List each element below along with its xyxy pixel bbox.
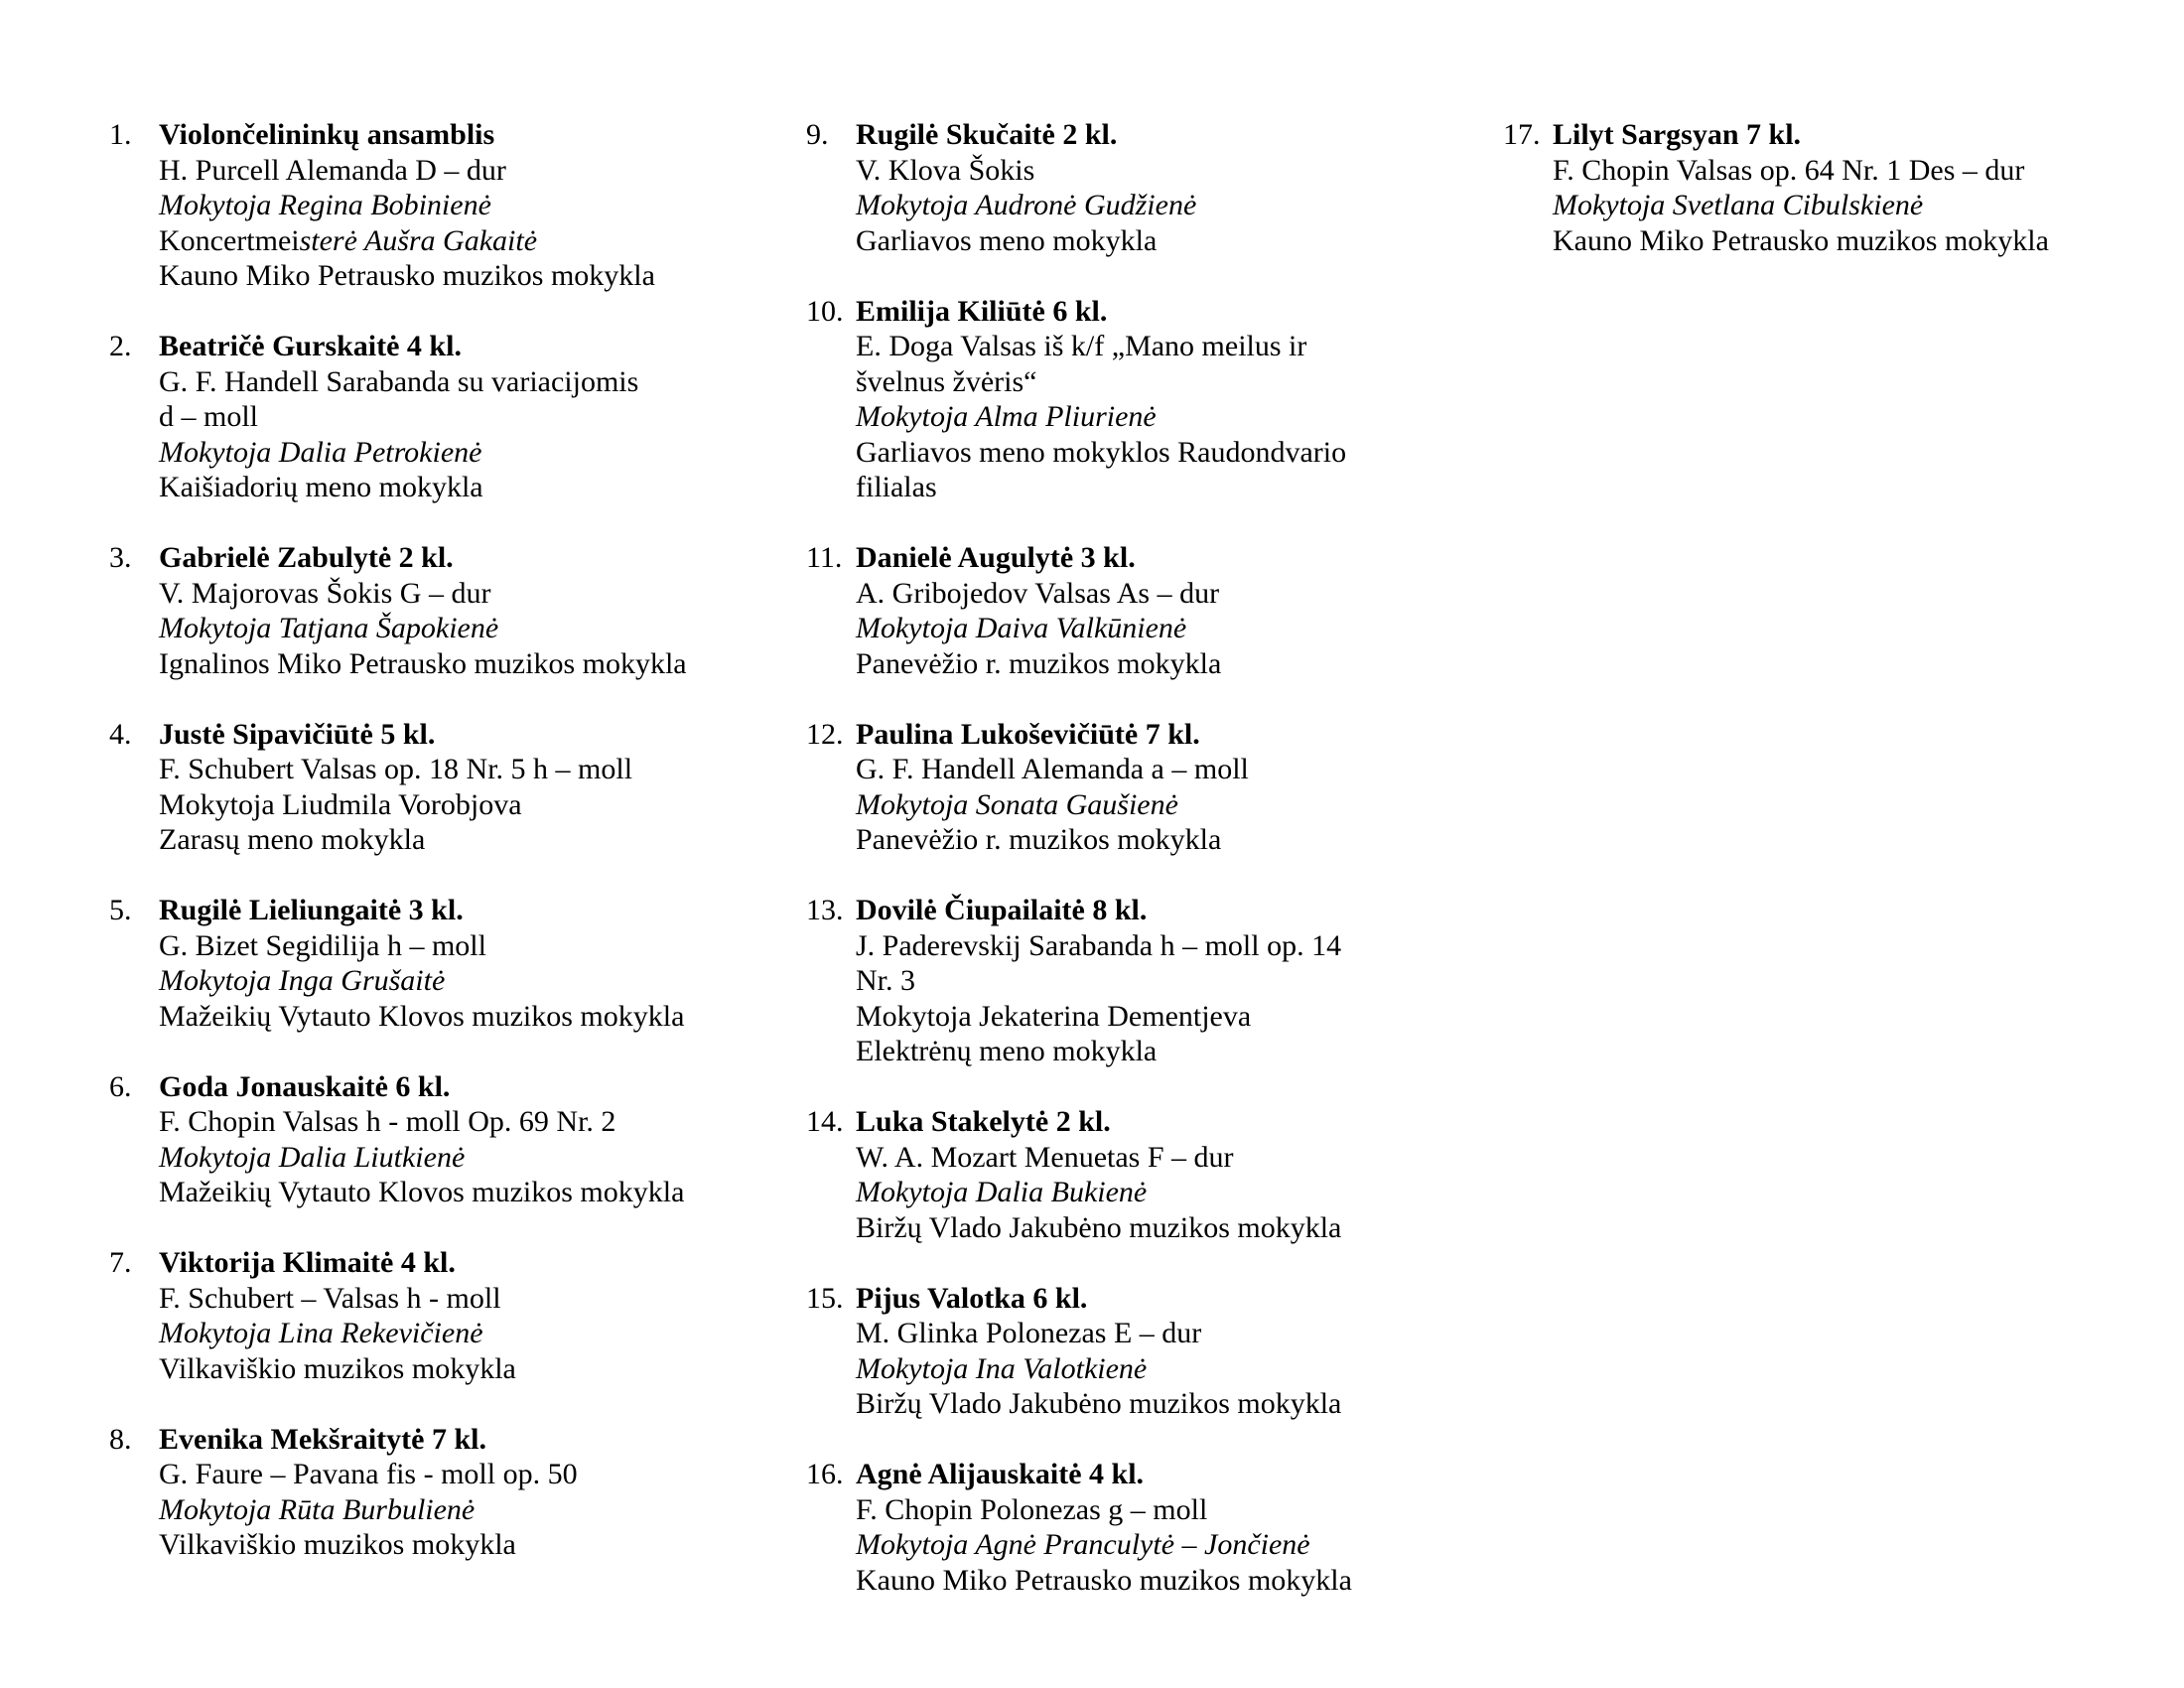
teacher-name [159,787,784,823]
school-name [159,822,784,858]
piece-title [159,1104,784,1140]
program-column-1 [109,117,784,1598]
teacher-name [1553,188,2178,223]
text-segment: J. Paderevskij Sarabanda h – moll op. 14 [856,928,1342,962]
text-segment: Kauno Miko Petrausko muzikos mokykla [1553,223,2049,257]
piece-title [856,1140,1481,1176]
piece-title [159,153,784,189]
text-segment: G. F. Handell Alemanda a – moll [856,753,1249,785]
piece-title [159,752,784,787]
text-segment: Mokytoja Inga Grušaitė [159,964,446,997]
teacher-name [159,963,784,999]
teacher-name [856,999,1481,1035]
performer-name [159,540,784,576]
text-segment: Pijus Valotka 6 kl. [856,1281,1088,1315]
text-segment: Rugilė Lieliungaitė 3 kl. [159,894,464,926]
school-name [159,999,784,1035]
piece-title [856,576,1481,612]
school-name [159,646,784,682]
teacher-name [159,1140,784,1176]
school-name [856,1386,1481,1422]
text-segment: Evenika Mekšraitytė 7 kl. [159,1422,486,1456]
performer-entry [109,717,784,858]
performer-name [159,1069,784,1105]
entry-number: 9. [806,118,829,151]
performer-entry [109,1069,784,1210]
text-segment: Biržų Vlado Jakubėno muzikos mokykla [856,1387,1342,1420]
text-segment: G. Faure – Pavana fis - moll op. 50 [159,1458,578,1490]
performer-name [1553,117,2178,153]
entry-line [159,399,784,435]
piece-title [856,1492,1481,1528]
school-name [856,646,1481,682]
entry-line [856,963,1481,999]
entry-line [856,435,1481,471]
entry-number: 15. [806,1281,844,1315]
entry-number: 17. [1503,118,1541,151]
text-segment: Kauno Miko Petrausko muzikos mokykla [159,259,655,292]
piece-title [159,1457,784,1492]
teacher-name [856,1527,1481,1563]
text-segment: Vilkaviškio muzikos mokykla [159,1351,516,1385]
school-name [1553,223,2178,259]
text-segment: W. A. Mozart Menuetas F – dur [856,1140,1234,1174]
text-segment: Mažeikių Vytauto Klovos muzikos mokykla [159,1176,685,1208]
text-segment: Beatričė Gurskaitė 4 kl. [159,330,462,362]
performer-entry [109,1422,784,1563]
performer-name [856,117,1481,153]
text-segment: Panevėžio r. muzikos mokykla [856,646,1222,680]
performer-entry [109,893,784,1034]
text-segment: Mažeikių Vytauto Klovos muzikos mokykla [159,999,685,1033]
performer-entry [806,893,1481,1069]
performer-entry [806,717,1481,858]
piece-title [856,752,1481,787]
text-segment: Emilija Kiliūtė 6 kl. [856,294,1108,328]
text-segment: M. Glinka Polonezas E – dur [856,1317,1202,1349]
performer-entry [806,294,1481,505]
text-segment: sterė Aušra Gakaitė [299,223,538,257]
piece-title [856,153,1481,189]
performer-name [856,540,1481,576]
piece-title [159,576,784,612]
text-segment: Mokytoja Alma Pliurienė [856,400,1157,433]
text-segment: Violončelininkų ansamblis [159,118,495,151]
program-column-3 [1503,117,2178,294]
entry-number: 12. [806,717,844,751]
school-name [856,1210,1481,1246]
text-segment: Mokytoja Audronė Gudžienė [856,189,1197,221]
text-segment: Kaišiadorių meno mokykla [159,471,483,503]
text-segment: H. Purcell Alemanda D – dur [159,153,506,187]
piece-title [856,928,1481,964]
performer-entry [109,540,784,681]
text-segment: Biržų Vlado Jakubėno muzikos mokykla [856,1210,1342,1244]
entry-number: 8. [109,1422,132,1456]
school-name [856,1563,1481,1599]
piece-title [856,329,1481,364]
school-name [159,1527,784,1563]
performer-entry [109,117,784,294]
text-segment: Goda Jonauskaitė 6 kl. [159,1069,451,1103]
text-segment: Danielė Augulytė 3 kl. [856,541,1136,574]
entry-number: 16. [806,1458,844,1490]
piece-title [856,1316,1481,1351]
performer-entry [806,117,1481,258]
text-segment: V. Majorovas Šokis G – dur [159,576,491,610]
text-segment: Mokytoja Ina Valotkienė [856,1351,1148,1385]
text-segment: Viktorija Klimaitė 4 kl. [159,1246,456,1279]
text-segment: Rugilė Skučaitė 2 kl. [856,118,1118,151]
teacher-name [159,1316,784,1351]
school-name [159,470,784,505]
performer-entry [109,329,784,505]
text-segment: Zarasų meno mokykla [159,823,426,856]
text-segment: švelnus žvėris“ [856,364,1037,398]
teacher-name [159,435,784,471]
performer-entry [1503,117,2178,258]
text-segment: Nr. 3 [856,964,915,997]
school-name [856,223,1481,259]
entry-number: 6. [109,1069,132,1103]
performer-name [159,1245,784,1281]
text-segment: F. Chopin Polonezas g – moll [856,1492,1208,1526]
text-segment: Garliavos meno mokykla [856,223,1158,257]
teacher-name [856,787,1481,823]
entry-number: 13. [806,894,844,926]
text-segment: Ignalinos Miko Petrausko muzikos mokykla [159,646,687,680]
piece-title [159,1281,784,1317]
text-segment: Elektrėnų meno mokykla [856,1035,1158,1067]
text-segment: Mokytoja Agnė Pranculytė – Jončienė [856,1528,1310,1561]
text-segment: G. F. Handell Sarabanda su variacijomis [159,364,639,398]
entry-number: 4. [109,717,132,751]
entry-number: 11. [806,541,843,574]
text-segment: Mokytoja Dalia Liutkienė [159,1140,466,1174]
text-segment: Luka Stakelytė 2 kl. [856,1105,1111,1138]
text-segment: Mokytoja Lina Rekevičienė [159,1317,483,1349]
performer-entry [806,1104,1481,1245]
text-segment: Lilyt Sargsyan 7 kl. [1553,118,1802,151]
text-segment: Mokytoja Dalia Petrokienė [159,435,482,469]
piece-title [159,928,784,964]
performer-name [159,717,784,753]
entry-number: 1. [109,118,132,151]
teacher-name [159,188,784,223]
performer-name [856,294,1481,330]
text-segment: Paulina Lukoševičiūtė 7 kl. [856,717,1200,751]
performer-name [856,1457,1481,1492]
text-segment: F. Chopin Valsas op. 64 Nr. 1 Des – dur [1553,153,2025,187]
text-segment: F. Schubert Valsas op. 18 Nr. 5 h – moll [159,753,633,785]
entry-number: 2. [109,330,132,362]
text-segment: E. Doga Valsas iš k/f „Mano meilus ir [856,330,1307,362]
text-segment: Mokytoja Jekaterina Dementjeva [856,999,1252,1033]
performer-name [159,329,784,364]
performer-name [159,1422,784,1458]
entry-number: 5. [109,894,132,926]
performer-name [856,1104,1481,1140]
entry-number: 7. [109,1246,132,1279]
text-segment: Justė Sipavičiūtė 5 kl. [159,717,436,751]
school-name [856,822,1481,858]
teacher-name [856,1175,1481,1210]
text-segment: Gabrielė Zabulytė 2 kl. [159,541,454,574]
school-name [856,470,1481,505]
text-segment: filialas [856,471,937,503]
text-segment: Dovilė Čiupailaitė 8 kl. [856,894,1148,926]
text-segment: Mokytoja Tatjana Šapokienė [159,612,499,644]
text-segment: G. Bizet Segidilija h – moll [159,928,486,962]
teacher-name [856,1351,1481,1387]
text-segment: Vilkaviškio muzikos mokykla [159,1528,516,1561]
school-name [159,1175,784,1210]
teacher-name [159,611,784,646]
entry-line [856,364,1481,400]
text-segment: Agnė Alijauskaitė 4 kl. [856,1458,1145,1490]
performer-entry [806,1457,1481,1598]
text-segment: Mokytoja Rūta Burbulienė [159,1492,476,1526]
entry-number: 3. [109,541,132,574]
text-segment: Mokytoja Svetlana Cibulskienė [1553,189,1924,221]
teacher-name [856,188,1481,223]
performer-name [856,893,1481,928]
text-segment: V. Klova Šokis [856,153,1035,187]
text-segment: Garliavos meno mokyklos Raudondvario [856,435,1347,469]
text-segment: Koncertmei [159,223,300,257]
teacher-name [856,611,1481,646]
performer-name [856,717,1481,753]
text-segment: A. Gribojedov Valsas As – dur [856,576,1220,610]
entry-line [159,223,784,259]
school-name [856,1034,1481,1069]
text-segment: Mokytoja Regina Bobinienė [159,189,491,221]
text-segment: Kauno Miko Petrausko muzikos mokykla [856,1563,1352,1597]
text-segment: F. Chopin Valsas h - moll Op. 69 Nr. 2 [159,1105,616,1138]
school-name [159,258,784,294]
performer-entry [109,1245,784,1386]
text-segment: Panevėžio r. muzikos mokykla [856,823,1222,856]
entry-number: 14. [806,1105,844,1138]
performer-name [159,893,784,928]
piece-title [159,364,784,400]
school-name [159,1351,784,1387]
text-segment: Mokytoja Dalia Bukienė [856,1176,1148,1208]
text-segment: F. Schubert – Valsas h - moll [159,1281,501,1315]
text-segment: Mokytoja Sonata Gaušienė [856,787,1178,821]
performer-name [159,117,784,153]
piece-title [1553,153,2178,189]
performer-entry [806,540,1481,681]
program-column-2 [806,117,1481,1633]
entry-number: 10. [806,294,844,328]
text-segment: Mokytoja Liudmila Vorobjova [159,787,522,821]
teacher-name [159,1492,784,1528]
text-segment: Mokytoja Daiva Valkūnienė [856,612,1187,644]
teacher-name [856,399,1481,435]
performer-name [856,1281,1481,1317]
performer-entry [806,1281,1481,1422]
text-segment: d – moll [159,400,259,433]
